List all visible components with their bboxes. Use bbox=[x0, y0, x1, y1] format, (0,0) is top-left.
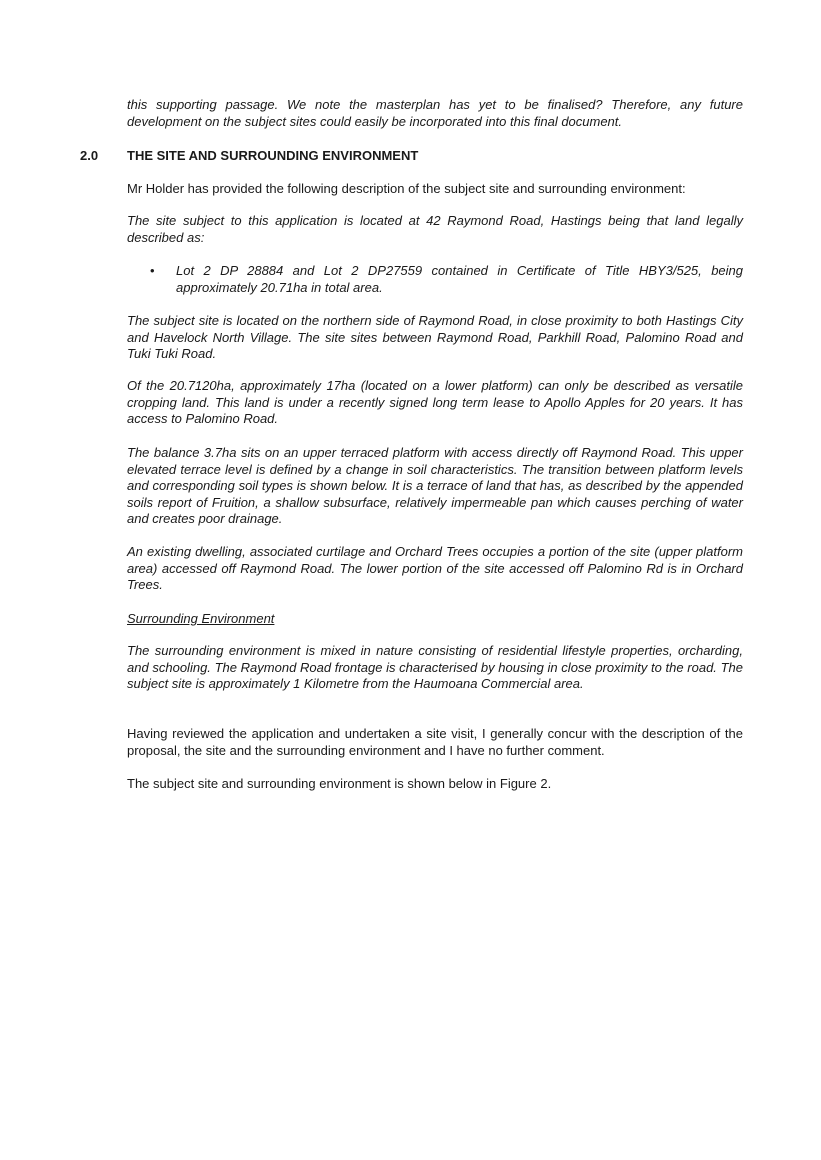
figure-reference-paragraph: The subject site and surrounding environment is shown below in Figure 2. bbox=[127, 776, 552, 791]
section-number: 2.0 bbox=[80, 148, 99, 163]
site-location-paragraph: The site subject to this application is located at 42 Raymond Road, Hastings being that land legally described as: bbox=[127, 213, 743, 245]
existing-dwelling-paragraph: An existing dwelling, associated curtilage and Orchard Trees occupies a portion of the site (upper platform area) accessed off Raymond Road. The lower portion of the site accessed off Palomino Rd is in Orchard Trees. bbox=[127, 544, 743, 592]
upper-terrace-paragraph: The balance 3.7ha sits on an upper terraced platform with access directly off Raymond Road. This upper elevated terrace level is defined by a change in soil characteristics. The transition between platform levels and corresponding soil types is shown below. It is a terrace of land that has, as described by the appended soils report of Fruition, a shallow subsurface, relatively impermeable pan which causes perching of water and creates poor drainage. bbox=[127, 445, 743, 526]
cropping-land-paragraph: Of the 20.7120ha, approximately 17ha (located on a lower platform) can only be described as versatile cropping land. This land is under a recently signed long term lease to Apollo Apples for 20 years. It has access to Palomino Road. bbox=[127, 378, 743, 426]
intro-paragraph: Mr Holder has provided the following description of the subject site and surrounding environment: bbox=[127, 181, 686, 196]
review-paragraph: Having reviewed the application and undertaken a site visit, I generally concur with the description of the proposal, the site and the surrounding environment and I have no further comment. bbox=[127, 726, 743, 758]
surrounding-environment-paragraph: The surrounding environment is mixed in nature consisting of residential lifestyle properties, orcharding, and schooling. The Raymond Road frontage is characterised by housing in close proximity to the road. The subject site is approximately 1 Kilometre from the Haumoana Commercial area. bbox=[127, 643, 743, 691]
site-location-detail-paragraph: The subject site is located on the northern side of Raymond Road, in close proximity to both Hastings City and Havelock North Village. The site sites between Raymond Road, Parkhill Road, Palomino Road and Tuki Tuki Road. bbox=[127, 313, 743, 361]
legal-description-bullet: Lot 2 DP 28884 and Lot 2 DP27559 contained in Certificate of Title HBY3/525, being approximately 20.71ha in total area. bbox=[176, 263, 743, 295]
bullet-marker: • bbox=[150, 263, 155, 278]
surrounding-environment-subheading: Surrounding Environment bbox=[127, 611, 275, 626]
continuation-paragraph: this supporting passage. We note the masterplan has yet to be finalised? Therefore, any future development on the subject sites could easily be incorporated into this final document. bbox=[127, 97, 743, 129]
section-title: THE SITE AND SURROUNDING ENVIRONMENT bbox=[127, 148, 419, 163]
